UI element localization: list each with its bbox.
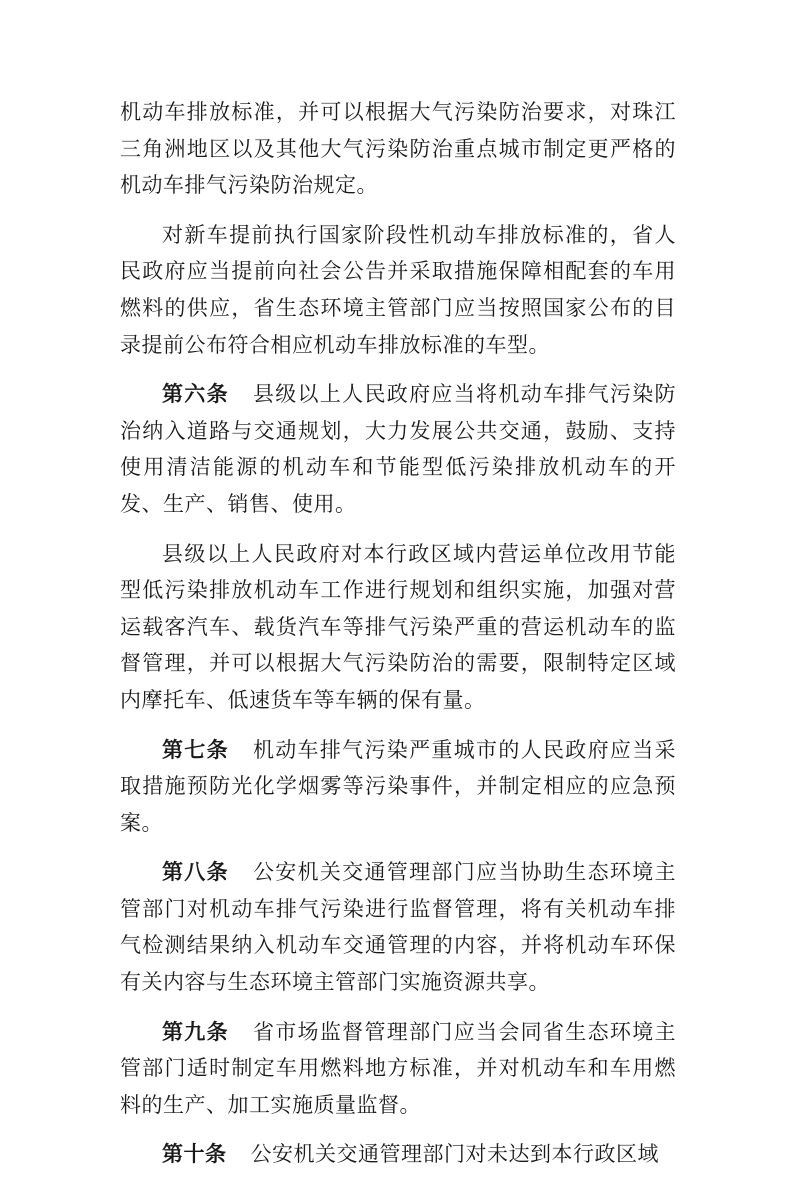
paragraph-text: 公安机关交通管理部门对未达到本行政区域 xyxy=(250,1142,659,1167)
paragraph-text: 县级以上人民政府应当将机动车排气污染防治纳入道路与交通规划，大力发展公共交通，鼓励、支持使用清洁能源的机动车和节能型低污染排放机动车的开发、生产、销售、使用。 xyxy=(120,382,677,516)
article-9 xyxy=(120,1014,676,1124)
paragraph-text: 县级以上人民政府对本行政区域内营运单位改用节能型低污染排放机动车工作进行规划和组织实施，加强对营运载客汽车、载货汽车等排气污染严重的营运机动车的监督管理，并可以根据大气污染防治的需要，限制特定区域内摩托车、低速货车等车辆的保有量。 xyxy=(120,541,676,712)
article-label: 第六条 xyxy=(162,382,229,407)
article-label: 第九条 xyxy=(162,1019,229,1044)
article-8 xyxy=(120,854,676,1000)
paragraph-1 xyxy=(120,94,676,204)
article-10 xyxy=(120,1136,676,1173)
paragraph-text: 公安机关交通管理部门应当协助生态环境主管部门对机动车排气污染进行监督管理，将有关机动车排气检测结果纳入机动车交通管理的内容，并将机动车环保有关内容与生态环境主管部门实施资源共享。 xyxy=(120,860,677,995)
paragraph-text: 对新车提前执行国家阶段性机动车排放标准的，省人民政府应当提前向社会公告并采取措施保障相配套的车用燃料的供应，省生态环境主管部门应当按照国家公布的目录提前公布符合相应机动车排放标准的车型。 xyxy=(120,222,676,357)
paragraph-text: 机动车排放标准，并可以根据大气污染防治要求，对珠江三角洲地区以及其他大气污染防治重点城市制定更严格的机动车排气污染防治规定。 xyxy=(120,100,676,198)
article-label: 第八条 xyxy=(162,860,229,885)
article-7 xyxy=(120,732,676,842)
regulation-body xyxy=(120,94,676,1186)
article-label: 第七条 xyxy=(162,737,229,762)
article-label: 第十条 xyxy=(162,1142,227,1167)
paragraph-text: 机动车排气污染严重城市的人民政府应当采取措施预防光化学烟雾等污染事件，并制定相应的应急预案。 xyxy=(120,737,677,835)
paragraph-4 xyxy=(120,536,676,719)
paragraph-text: 省市场监督管理部门应当会同省生态环境主管部门适时制定车用燃料地方标准，并对机动车和车用燃料的生产、加工实施质量监督。 xyxy=(120,1019,677,1117)
article-6 xyxy=(120,376,676,522)
paragraph-2 xyxy=(120,217,676,363)
